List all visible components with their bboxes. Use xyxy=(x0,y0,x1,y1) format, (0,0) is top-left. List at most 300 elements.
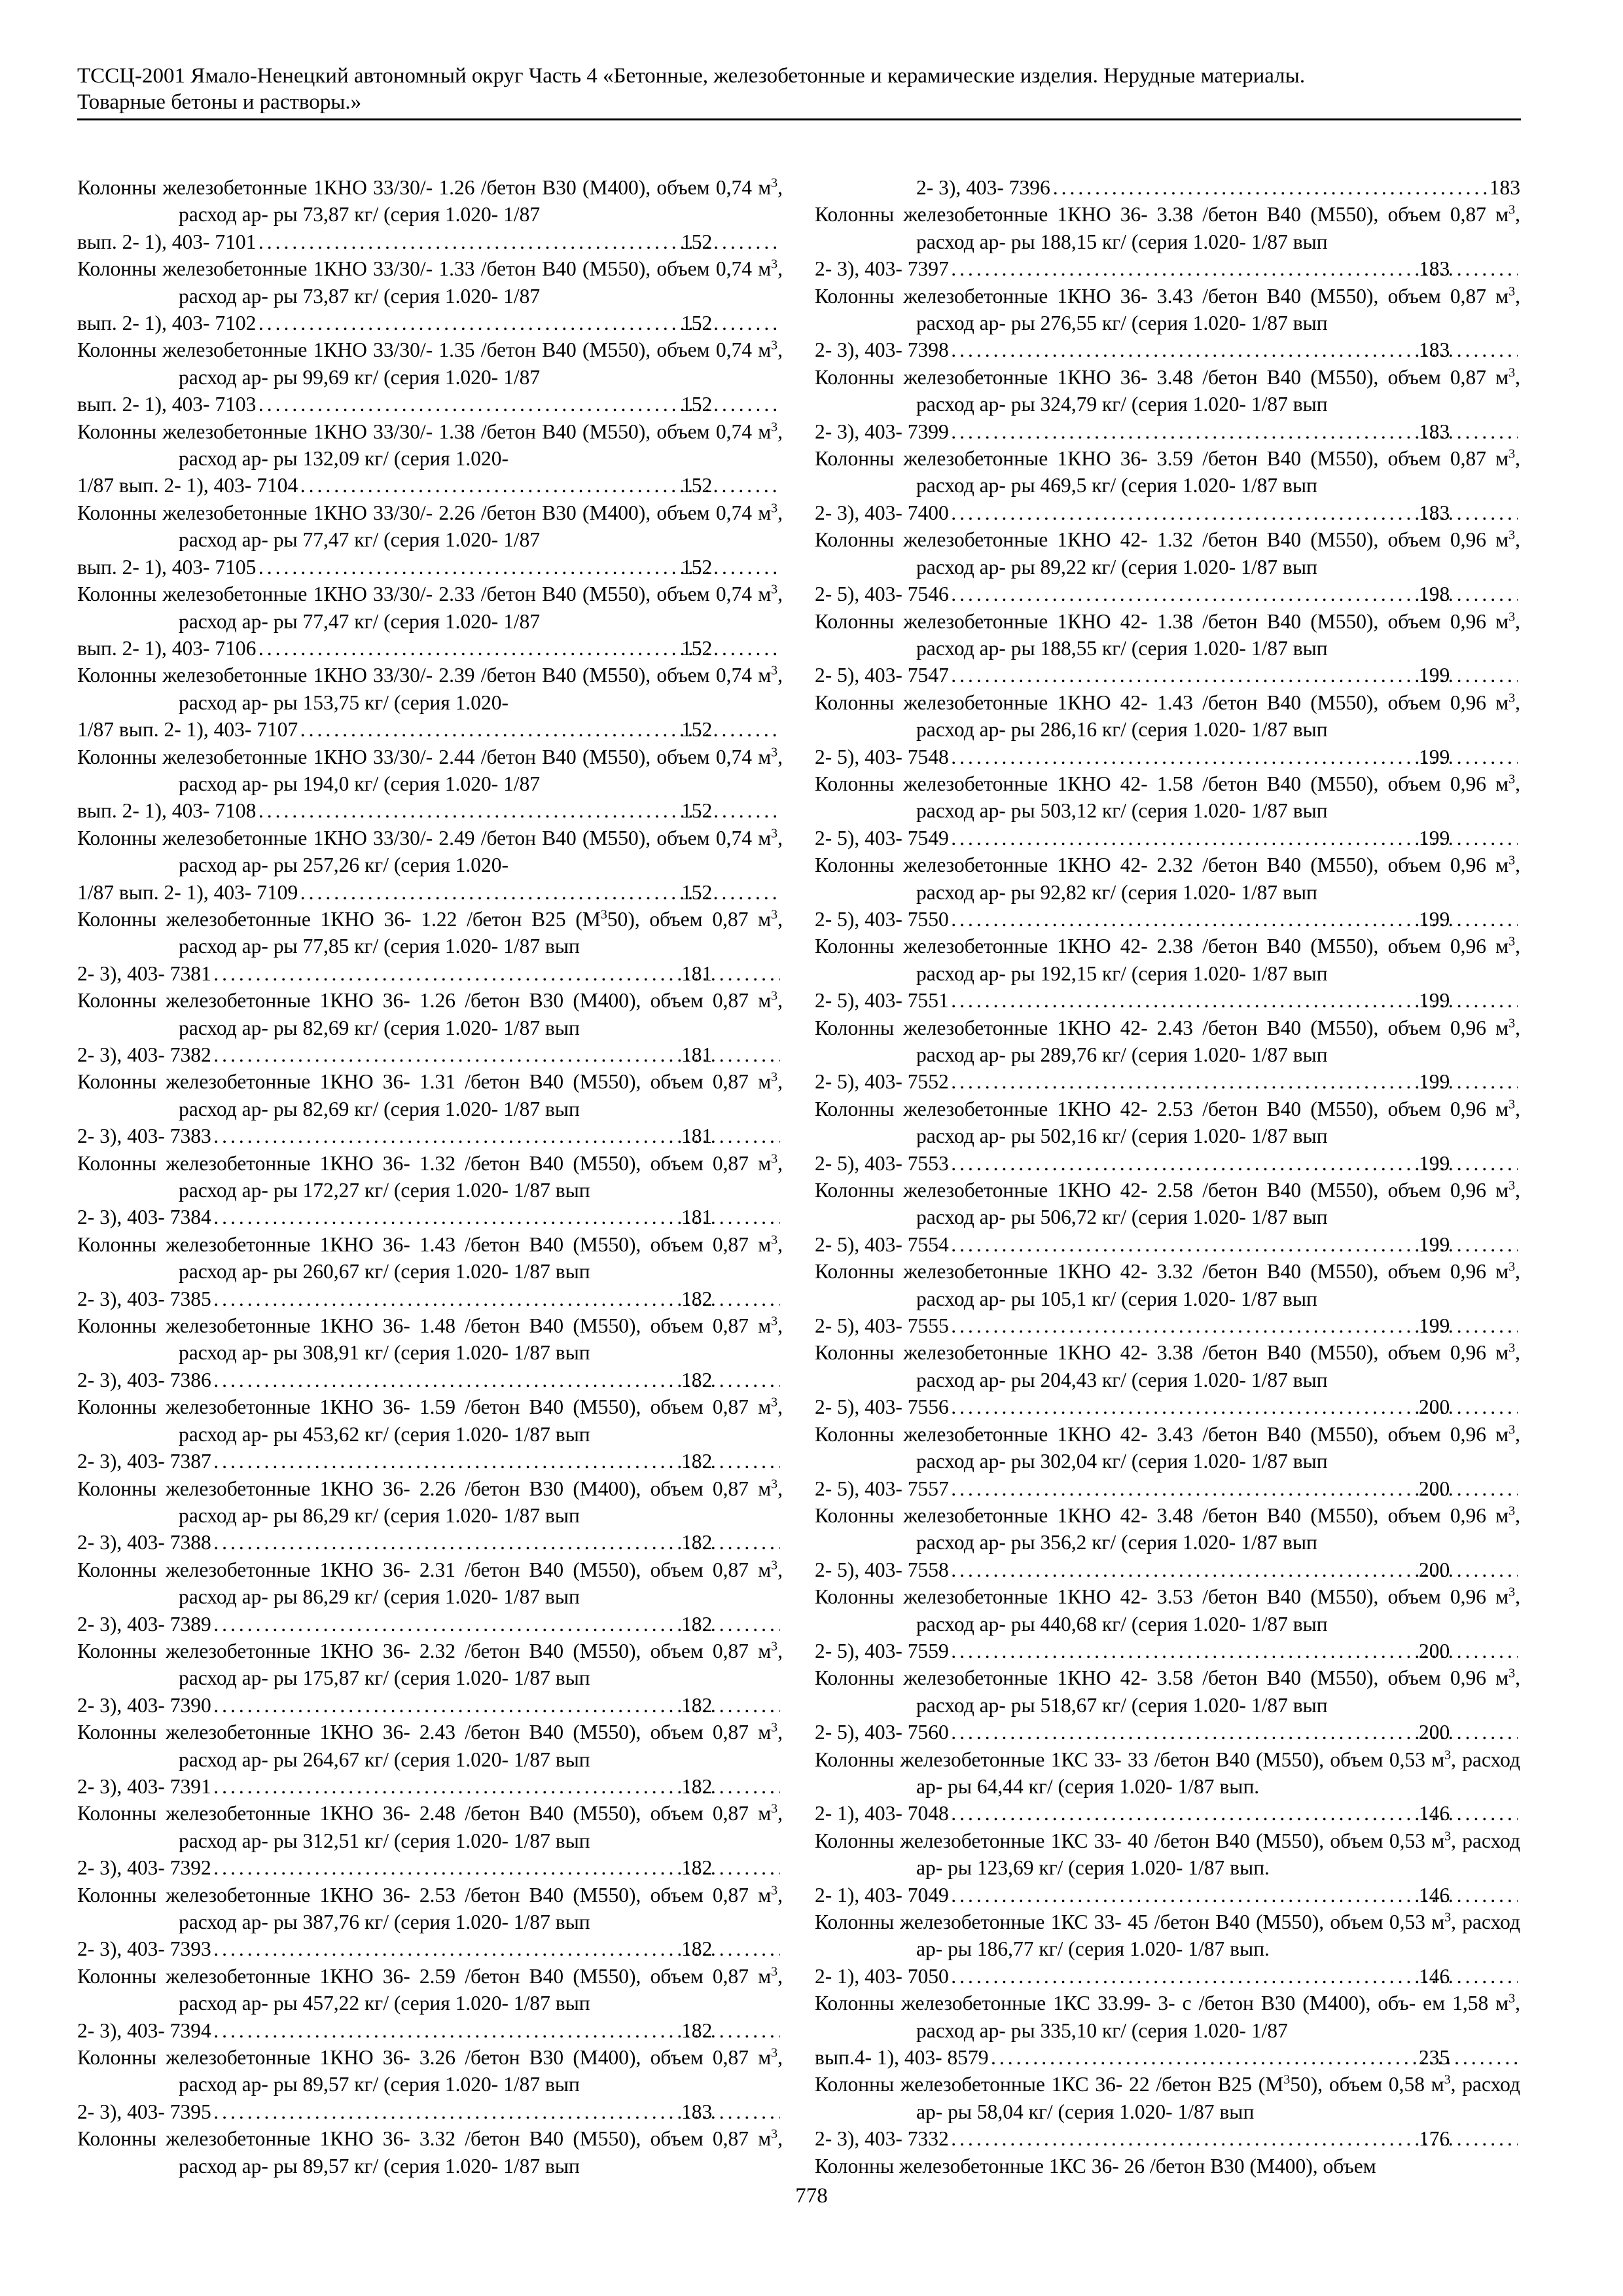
cubic-unit-superscript: 3 xyxy=(1508,528,1516,543)
entry-description: Колонны железобетонные 1КС 33.99- 3- с /бетон В30 (М400), объ- ем 1,58 м xyxy=(815,1992,1509,2015)
entry-body xyxy=(77,1800,783,1854)
entry-ref: 2- 5), 403- 7551 xyxy=(815,989,949,1013)
entry-ref: 2- 3), 403- 7389 xyxy=(77,1612,211,1636)
entry-reference-line: 2- 3), 403- 7393 ..... 182 xyxy=(179,1935,783,1962)
entry-description: Колонны железобетонные 1КНО 36- 2.32 /бетон В40 (М550), объем 0,87 м xyxy=(77,1639,772,1662)
entry-reinforcement: , расход ар- ры 257,26 кг/ (серия 1.020- xyxy=(179,826,783,877)
entry-reference-line: 1/87 вып. 2- 1), 403- 7107 ..... 152 xyxy=(179,716,783,743)
entry-reinforcement: , расход ар- ры 302,04 кг/ (серия 1.020- 1/87 вып xyxy=(916,1422,1520,1473)
entry-description: Колонны железобетонные 1КС 33- 40 /бетон В40 (М550), объем 0,53 м xyxy=(815,1829,1445,1852)
entry-reference-line: 2- 5), 403- 7560 ..... 200 xyxy=(916,1719,1520,1746)
cubic-unit-superscript: 3 xyxy=(771,988,778,1003)
cubic-unit-superscript: 3 xyxy=(771,1069,778,1085)
cubic-unit-superscript: 3 xyxy=(771,582,778,597)
entry-reference-line: 2- 3), 403- 7397 ..... 183 xyxy=(916,255,1520,282)
catalog-entry xyxy=(77,987,783,1068)
cubic-unit-superscript: 3 xyxy=(1508,1178,1516,1193)
entry-body xyxy=(77,2044,783,2098)
entry-reinforcement: , расход ар- ры 73,87 кг/ (серия 1.020- 1/87 xyxy=(179,257,783,308)
catalog-entry xyxy=(815,1502,1520,1583)
catalog-entry xyxy=(77,825,783,906)
cubic-unit-superscript: 3 xyxy=(771,501,778,516)
entry-description: Колонны железобетонные 1КНО 33/30/- 1.38 /бетон В40 (М550), объем 0,74 м xyxy=(77,420,772,443)
entry-reinforcement: , расход ар- ры 86,29 кг/ (серия 1.020- 1/87 вып xyxy=(179,1477,783,1527)
cubic-unit-superscript: 3 xyxy=(1444,2072,1451,2087)
entry-body xyxy=(77,2125,783,2179)
entry-superscript: 3 xyxy=(600,907,607,922)
entry-ref: 2- 5), 403- 7553 xyxy=(815,1151,949,1175)
cubic-unit-superscript: 3 xyxy=(1444,1748,1452,1763)
entry-body xyxy=(77,1475,783,1530)
entry-ref: 2- 3), 403- 7400 xyxy=(815,501,949,524)
entry-ref: вып.4- 1), 403- 8579 xyxy=(815,2046,989,2070)
entry-ref: вып. 2- 1), 403- 7108 xyxy=(77,799,257,823)
catalog-entry xyxy=(815,1746,1520,1827)
entry-reference-line: 1/87 вып. 2- 1), 403- 7109 ..... 152 xyxy=(179,879,783,906)
catalog-entry xyxy=(77,1150,783,1231)
entry-description: Колонны железобетонные 1КНО 36- 2.26 /бетон В30 (М400), объем 0,87 м xyxy=(77,1477,772,1500)
entry-reinforcement: , расход ар- ры 132,09 кг/ (серия 1.020- xyxy=(179,420,783,471)
entry-reinforcement: , расход ар- ры 99,69 кг/ (серия 1.020- 1/87 xyxy=(179,338,783,389)
catalog-entry xyxy=(815,1339,1520,1420)
cubic-unit-superscript: 3 xyxy=(1508,1259,1516,1274)
catalog-entry xyxy=(77,1231,783,1312)
entry-ref: 2- 5), 403- 7556 xyxy=(815,1395,949,1419)
entry-reinforcement: , расход ар- ры 276,55 кг/ (серия 1.020- 1/87 вып xyxy=(916,284,1520,335)
leader-dots xyxy=(1053,174,1487,201)
entry-reinforcement: , расход ар- ры 502,16 кг/ (серия 1.020- 1/87 вып xyxy=(916,1097,1520,1148)
entry-ref: 2- 3), 403- 7398 xyxy=(815,338,949,362)
entry-reinforcement: , расход ар- ры 289,76 кг/ (серия 1.020- 1/87 вып xyxy=(916,1016,1520,1066)
entry-reference-line: вып.4- 1), 403- 8579 ..... 235 xyxy=(916,2044,1520,2071)
entry-reinforcement: , расход ар- ры 188,15 кг/ (серия 1.020- 1/87 вып xyxy=(916,203,1520,253)
catalog-entry xyxy=(815,201,1520,282)
entry-reinforcement: , расход ар- ры 186,77 кг/ (серия 1.020- 1/87 вып. xyxy=(916,1910,1521,1961)
entry-body xyxy=(815,2153,1520,2179)
entry-ref: 2- 3), 403- 7381 xyxy=(77,961,211,985)
entry-reference-line: 2- 3), 403- 7391 ..... 182 xyxy=(179,1773,783,1800)
entry-body xyxy=(815,1421,1520,1475)
entry-body xyxy=(815,526,1520,581)
entry-description: Колонны железобетонные 1КНО 42- 2.38 /бетон В40 (М550), объем 0,96 м xyxy=(815,935,1509,958)
catalog-entry xyxy=(77,1068,783,1149)
entry-ref: 2- 3), 403- 7399 xyxy=(815,420,949,443)
entry-ref: 1/87 вып. 2- 1), 403- 7107 xyxy=(77,718,298,742)
entry-ref: 2- 3), 403- 7382 xyxy=(77,1043,211,1066)
cubic-unit-superscript: 3 xyxy=(771,1720,778,1735)
catalog-entry xyxy=(77,1719,783,1800)
entry-description: Колонны железобетонные 1КС 36- 26 /бетон В30 (М400), объем xyxy=(815,2154,1376,2178)
cubic-unit-superscript: 3 xyxy=(1508,365,1516,380)
entry-description: Колонны железобетонные 1КНО 33/30/- 2.33 /бетон В40 (М550), объем 0,74 м xyxy=(77,583,772,606)
entry-body xyxy=(815,1827,1521,1882)
cubic-unit-superscript: 3 xyxy=(1508,1666,1516,1681)
entry-reference-line: 2- 1), 403- 7050 ..... 146 xyxy=(916,1963,1520,1990)
entry-body xyxy=(77,418,783,473)
cubic-unit-superscript: 3 xyxy=(771,663,778,678)
entry-ref: 2- 3), 403- 7388 xyxy=(77,1531,211,1554)
entry-description: Колонны железобетонные 1КНО 36- 1.22 /бетон В25 (М xyxy=(77,907,601,931)
entry-reinforcement: , расход ар- ры 153,75 кг/ (серия 1.020- xyxy=(179,664,783,714)
entry-body xyxy=(77,499,783,554)
entry-reinforcement: , расход ар- ры 356,2 кг/ (серия 1.020- 1/87 вып xyxy=(916,1503,1520,1554)
entry-reference-line: 2- 3), 403- 7399 ..... 183 xyxy=(916,418,1520,445)
entry-ref: 2- 5), 403- 7559 xyxy=(815,1639,949,1662)
entry-reference-line: 2- 3), 403- 7395 ..... 183 xyxy=(179,2098,783,2125)
catalog-entry xyxy=(77,1475,783,1556)
entry-reinforcement: , расход ар- ры 77,85 кг/ (серия 1.020- 1/87 вып xyxy=(179,907,783,958)
cubic-unit-superscript: 3 xyxy=(771,1639,778,1654)
catalog-entry xyxy=(815,283,1520,364)
entry-reinforcement: , расход ар- ры 89,22 кг/ (серия 1.020- 1/87 вып xyxy=(916,528,1520,579)
catalog-entry xyxy=(77,1882,783,1963)
entry-reference-line: 2- 3), 403- 7389 ..... 182 xyxy=(179,1611,783,1638)
catalog-entry xyxy=(815,2153,1520,2179)
entry-body xyxy=(77,1882,783,1936)
cubic-unit-superscript: 3 xyxy=(1508,284,1516,299)
entry-reference-line: 2- 3), 403- 7385 ..... 182 xyxy=(179,1285,783,1312)
entry-ref: 2- 5), 403- 7547 xyxy=(815,664,949,687)
entry-reference-line: вып. 2- 1), 403- 7105 ..... 152 xyxy=(179,554,783,581)
entry-reference-line: 2- 5), 403- 7549 ..... 199 xyxy=(916,825,1520,852)
entry-reference-line: 2- 5), 403- 7547 ..... 199 xyxy=(916,662,1520,689)
entry-ref: 2- 3), 403- 7392 xyxy=(77,1856,211,1880)
entry-ref: 2- 3), 403- 7383 xyxy=(77,1124,211,1148)
entry-body xyxy=(815,1502,1520,1556)
entry-reference-line: 2- 3), 403- 7400 ..... 183 xyxy=(916,499,1520,526)
cubic-unit-superscript: 3 xyxy=(771,1558,778,1573)
entry-description: Колонны железобетонные 1КНО 33/30/- 1.33 /бетон В40 (М550), объем 0,74 м xyxy=(77,257,772,281)
entry-description: Колонны железобетонные 1КНО 42- 3.32 /бетон В40 (М550), объем 0,96 м xyxy=(815,1260,1509,1283)
entry-ref: 2- 5), 403- 7548 xyxy=(815,745,949,768)
entry-description: Колонны железобетонные 1КНО 36- 3.26 /бетон В30 (М400), объем 0,87 м xyxy=(77,2046,772,2070)
cubic-unit-superscript: 3 xyxy=(771,2126,778,2142)
entry-reinforcement: , расход ар- ры 89,57 кг/ (серия 1.020- 1/87 вып xyxy=(179,2127,783,2178)
entry-description: Колонны железобетонные 1КНО 36- 2.43 /бетон В40 (М550), объем 0,87 м xyxy=(77,1721,772,1744)
cubic-unit-superscript: 3 xyxy=(771,907,778,922)
entry-reference-line: 2- 3), 403- 7388 ..... 182 xyxy=(179,1529,783,1556)
entry-ref: 2- 1), 403- 7049 xyxy=(815,1883,949,1907)
entry-reference-line: 2- 3), 403- 7332 ..... 176 xyxy=(916,2125,1520,2152)
entry-body xyxy=(77,1068,783,1122)
catalog-entry xyxy=(77,2125,783,2179)
entry-reference-line: вып. 2- 1), 403- 7102 ..... 152 xyxy=(179,310,783,336)
cubic-unit-superscript: 3 xyxy=(1444,1910,1452,1925)
catalog-entry xyxy=(815,445,1520,526)
entry-reference-line: вып. 2- 1), 403- 7108 ..... 152 xyxy=(179,797,783,824)
entry-ref: 2- 5), 403- 7560 xyxy=(815,1721,949,1744)
entry-description: Колонны железобетонные 1КНО 42- 1.32 /бетон В40 (М550), объем 0,96 м xyxy=(815,528,1509,552)
entry-body xyxy=(77,906,783,960)
entry-body xyxy=(77,581,783,635)
entry-ref: 1/87 вып. 2- 1), 403- 7104 xyxy=(77,474,298,497)
entry-description: Колонны железобетонные 1КНО 42- 1.43 /бетон В40 (М550), объем 0,96 м xyxy=(815,691,1509,714)
entry-body xyxy=(77,255,783,310)
entry-reference-line: 2- 3), 403- 7381 ..... 181 xyxy=(179,960,783,987)
entry-description: Колонны железобетонные 1КНО 33/30/- 2.49 /бетон В40 (М550), объем 0,74 м xyxy=(77,826,772,850)
right-column xyxy=(815,174,1520,2179)
entry-body xyxy=(815,933,1520,987)
entry-body xyxy=(77,987,783,1041)
entry-description: Колонны железобетонные 1КНО 36- 3.38 /бетон В40 (М550), объем 0,87 м xyxy=(815,203,1509,226)
entry-body xyxy=(815,201,1520,255)
entry-reference-line: 2- 5), 403- 7556 ..... 200 xyxy=(916,1393,1520,1420)
entry-description: Колонны железобетонные 1КНО 36- 1.48 /бетон В40 (М550), объем 0,87 м xyxy=(77,1314,772,1338)
entry-body xyxy=(815,1583,1520,1638)
entry-body xyxy=(77,174,783,228)
entry-reference-line: 2- 3), 403- 7384 ..... 181 xyxy=(179,1204,783,1230)
cubic-unit-superscript: 3 xyxy=(771,826,778,841)
entry-reinforcement: , расход ар- ры 123,69 кг/ (серия 1.020- 1/87 вып. xyxy=(916,1829,1521,1880)
cubic-unit-superscript: 3 xyxy=(771,745,778,760)
catalog-entry xyxy=(815,1990,1520,2071)
entry-reference-line: 2- 3), 403- 7390 ..... 182 xyxy=(179,1692,783,1719)
entry-ref: 2- 5), 403- 7558 xyxy=(815,1558,949,1581)
entry-body xyxy=(77,744,783,798)
entry-ref: 2- 3), 403- 7391 xyxy=(77,1774,211,1798)
entry-ref: 2- 3), 403- 7394 xyxy=(77,2018,211,2042)
entry-ref: 2- 3), 403- 7384 xyxy=(77,1206,211,1229)
header-title-line-1: ТССЦ-2001 Ямало-Ненецкий автономный округ Часть 4 «Бетонные, железобетонные и керамические изделия. Нерудные материалы. xyxy=(77,64,1306,88)
cubic-unit-superscript: 3 xyxy=(1508,1340,1516,1355)
entry-body xyxy=(815,1990,1520,2044)
entry-reinforcement: , расход ар- ры 64,44 кг/ (серия 1.020- 1/87 вып. xyxy=(916,1748,1521,1798)
entry-description: Колонны железобетонные 1КНО 42- 3.58 /бетон В40 (М550), объем 0,96 м xyxy=(815,1666,1509,1690)
cubic-unit-superscript: 3 xyxy=(1508,1097,1516,1112)
entry-description: Колонны железобетонные 1КНО 36- 3.48 /бетон В40 (М550), объем 0,87 м xyxy=(815,365,1509,389)
cubic-unit-superscript: 3 xyxy=(771,338,778,353)
cubic-unit-superscript: 3 xyxy=(1508,1503,1516,1518)
entry-reference-line: 2- 3), 403- 7387 ..... 182 xyxy=(179,1448,783,1475)
entry-body xyxy=(815,608,1520,662)
entry-reinforcement: , расход ар- ры 82,69 кг/ (серия 1.020- 1/87 вып xyxy=(179,1070,783,1121)
entry-body xyxy=(815,1746,1521,1801)
entry-ref: 2- 5), 403- 7555 xyxy=(815,1314,949,1338)
catalog-entry xyxy=(77,336,783,418)
page-header xyxy=(77,63,1521,120)
entry-ref: 2- 5), 403- 7546 xyxy=(815,583,949,606)
entry-reference-line: 2- 5), 403- 7548 ..... 199 xyxy=(916,744,1520,770)
entry-description: Колонны железобетонные 1КНО 36- 2.53 /бетон В40 (М550), объем 0,87 м xyxy=(77,1883,772,1907)
catalog-entry xyxy=(815,364,1520,445)
entry-reference-line: 2- 5), 403- 7553 ..... 199 xyxy=(916,1150,1520,1177)
entry-reference-line: 1/87 вып. 2- 1), 403- 7104 ..... 152 xyxy=(179,472,783,499)
entry-body xyxy=(77,1231,783,1285)
entry-body xyxy=(77,1638,783,1692)
catalog-entry xyxy=(77,174,783,255)
entry-ref: 2- 3), 403- 7386 xyxy=(77,1368,211,1391)
entry-description: Колонны железобетонные 1КНО 42- 3.53 /бетон В40 (М550), объем 0,96 м xyxy=(815,1585,1509,1609)
cubic-unit-superscript: 3 xyxy=(771,1314,778,1329)
entry-description: Колонны железобетонные 1КНО 42- 3.43 /бетон В40 (М550), объем 0,96 м xyxy=(815,1422,1509,1446)
cubic-unit-superscript: 3 xyxy=(1508,853,1516,868)
entry-body xyxy=(815,1177,1520,1231)
entry-ref: 2- 3), 403- 7393 xyxy=(77,1937,211,1961)
cubic-unit-superscript: 3 xyxy=(1508,1016,1516,1031)
entry-description: Колонны железобетонные 1КНО 42- 2.53 /бетон В40 (М550), объем 0,96 м xyxy=(815,1097,1509,1121)
cubic-unit-superscript: 3 xyxy=(1508,202,1516,217)
cubic-unit-superscript: 3 xyxy=(1508,934,1516,949)
entry-reinforcement: , расход ар- ры 387,76 кг/ (серия 1.020- 1/87 вып xyxy=(179,1883,783,1933)
entry-reinforcement: , расход ар- ры 204,43 кг/ (серия 1.020- 1/87 вып xyxy=(916,1341,1520,1391)
entry-ref: вып. 2- 1), 403- 7103 xyxy=(77,393,257,416)
entry-reinforcement: , расход ар- ры 503,12 кг/ (серия 1.020- 1/87 вып xyxy=(916,772,1520,823)
entry-reference-line: 2- 5), 403- 7554 ..... 199 xyxy=(916,1231,1520,1258)
catalog-entry xyxy=(815,770,1520,852)
cubic-unit-superscript: 3 xyxy=(1508,691,1516,706)
entry-reference-line: 2- 5), 403- 7552 ..... 199 xyxy=(916,1068,1520,1095)
entry-ref: 2- 5), 403- 7554 xyxy=(815,1232,949,1256)
entry-ref: 2- 3), 403- 7387 xyxy=(77,1450,211,1473)
header-title-line-2: Товарные бетоны и растворы.» xyxy=(77,90,362,114)
catalog-entry xyxy=(77,1638,783,1719)
entry-reference-line: вып. 2- 1), 403- 7101 ..... 152 xyxy=(179,228,783,255)
entry-reinforcement: , расход ар- ры 469,5 кг/ (серия 1.020- 1/87 вып xyxy=(916,447,1520,497)
entry-description: Колонны железобетонные 1КНО 36- 1.32 /бетон В40 (М550), объем 0,87 м xyxy=(77,1151,772,1175)
catalog-entry xyxy=(815,933,1520,1014)
entry-reference-line: 2- 3), 403- 7383 ..... 181 xyxy=(179,1122,783,1149)
entry-reference-line: вып. 2- 1), 403- 7106 ..... 152 xyxy=(179,635,783,662)
page-number: 778 xyxy=(795,2184,828,2208)
entry-ref: 2- 3), 403- 7395 xyxy=(77,2100,211,2123)
entry-reinforcement: , расход ар- ры 77,47 кг/ (серия 1.020- 1/87 xyxy=(179,583,783,633)
entry-reinforcement: , расход ар- ры 518,67 кг/ (серия 1.020- 1/87 вып xyxy=(916,1666,1520,1717)
entry-body xyxy=(77,1150,783,1204)
entry-reference-line: 2- 1), 403- 7048 ..... 146 xyxy=(916,1800,1520,1827)
entry-body xyxy=(77,662,783,716)
catalog-entry xyxy=(815,1909,1520,1990)
entry-description-cont: 50), объем 0,58 м xyxy=(1290,2073,1444,2096)
cubic-unit-superscript: 3 xyxy=(1508,609,1516,624)
catalog-entry xyxy=(77,255,783,336)
entry-reinforcement: , расход ар- ры 260,67 кг/ (серия 1.020- 1/87 вып xyxy=(179,1232,783,1283)
entry-body xyxy=(77,1312,783,1367)
catalog-entry xyxy=(77,1393,783,1475)
cubic-unit-superscript: 3 xyxy=(1508,1991,1516,2006)
entry-reference-line: 2- 5), 403- 7557 ..... 200 xyxy=(916,1475,1520,1502)
entry-body xyxy=(77,1719,783,1773)
entry-ref: 2- 5), 403- 7552 xyxy=(815,1070,949,1094)
entry-ref: 2- 1), 403- 7050 xyxy=(815,1964,949,1988)
continued-entry xyxy=(815,174,1520,201)
entry-reference-line: 2- 5), 403- 7558 ..... 200 xyxy=(916,1556,1520,1583)
entry-body xyxy=(815,1664,1520,1719)
cubic-unit-superscript: 3 xyxy=(1508,1585,1516,1600)
entry-description: Колонны железобетонные 1КНО 33/30/- 1.35 /бетон В40 (М550), объем 0,74 м xyxy=(77,338,772,362)
entry-description: Колонны железобетонные 1КНО 36- 3.43 /бетон В40 (М550), объем 0,87 м xyxy=(815,284,1509,308)
entry-body xyxy=(815,445,1520,499)
catalog-entry xyxy=(815,689,1520,770)
entry-reference-line: 2- 5), 403- 7546 ..... 198 xyxy=(916,581,1520,607)
cubic-unit-superscript: 3 xyxy=(771,2045,778,2060)
cubic-unit-superscript: 3 xyxy=(1508,1422,1516,1437)
cubic-unit-superscript: 3 xyxy=(771,420,778,435)
entry-description: Колонны железобетонные 1КНО 42- 3.48 /бетон В40 (М550), объем 0,96 м xyxy=(815,1503,1509,1527)
cubic-unit-superscript: 3 xyxy=(771,1801,778,1816)
entry-reinforcement: , расход ар- ры 286,16 кг/ (серия 1.020- 1/87 вып xyxy=(916,691,1520,742)
entry-reinforcement: , расход ар- ры 440,68 кг/ (серия 1.020- 1/87 вып xyxy=(916,1585,1520,1636)
entry-body xyxy=(77,825,783,879)
entry-reference-line: вып. 2- 1), 403- 7103 ..... 152 xyxy=(179,391,783,418)
entry-description: Колонны железобетонные 1КНО 42- 3.38 /бетон В40 (М550), объем 0,96 м xyxy=(815,1341,1509,1365)
entry-reference-line: 2- 5), 403- 7555 ..... 199 xyxy=(916,1312,1520,1339)
catalog-entry xyxy=(815,1421,1520,1502)
entry-description: Колонны железобетонные 1КНО 36- 2.31 /бетон В40 (М550), объем 0,87 м xyxy=(77,1558,772,1581)
entry-ref: вып. 2- 1), 403- 7101 xyxy=(77,230,257,253)
entry-reference-line: 2- 5), 403- 7550 ..... 199 xyxy=(916,906,1520,933)
catalog-entry xyxy=(77,2044,783,2125)
catalog-entry xyxy=(815,1096,1520,1177)
entry-description: Колонны железобетонные 1КНО 36- 1.31 /бетон В40 (М550), объем 0,87 м xyxy=(77,1070,772,1094)
entry-reinforcement: , расход ар- ры 175,87 кг/ (серия 1.020- 1/87 вып xyxy=(179,1639,783,1690)
catalog-entry xyxy=(815,1258,1520,1339)
entry-description: Колонны железобетонные 1КНО 36- 2.48 /бетон В40 (М550), объем 0,87 м xyxy=(77,1802,772,1825)
catalog-entry xyxy=(77,581,783,662)
cubic-unit-superscript: 3 xyxy=(771,1232,778,1247)
entry-description: Колонны железобетонные 1КНО 36- 2.59 /бетон В40 (М550), объем 0,87 м xyxy=(77,1964,772,1988)
entry-description: Колонны железобетонные 1КНО 42- 2.32 /бетон В40 (М550), объем 0,96 м xyxy=(815,853,1509,877)
entry-reinforcement: , расход ар- ры 105,1 кг/ (серия 1.020- 1/87 вып xyxy=(916,1260,1520,1310)
entry-reference-line: 2- 3), 403- 7392 ..... 182 xyxy=(179,1854,783,1881)
cubic-unit-superscript: 3 xyxy=(771,175,778,190)
catalog-entry xyxy=(77,1556,783,1638)
entry-body xyxy=(77,1393,783,1448)
entry-description-cont: 50), объем 0,87 м xyxy=(607,907,772,931)
entry-reference-line: 2- 5), 403- 7559 ..... 200 xyxy=(916,1638,1520,1664)
entry-reinforcement: , расход ар- ры 264,67 кг/ (серия 1.020- 1/87 вып xyxy=(179,1721,783,1771)
catalog-entry xyxy=(815,852,1520,933)
entry-reinforcement: , расход ар- ры 172,27 кг/ (серия 1.020- 1/87 вып xyxy=(179,1151,783,1202)
catalog-entry xyxy=(77,1800,783,1881)
entry-reinforcement: , расход ар- ры 73,87 кг/ (серия 1.020- 1/87 xyxy=(179,176,783,226)
catalog-entry xyxy=(77,418,783,499)
entry-body xyxy=(815,1909,1521,1963)
cubic-unit-superscript: 3 xyxy=(771,1151,778,1166)
cubic-unit-superscript: 3 xyxy=(771,1883,778,1898)
entry-reinforcement: , расход ар- ры 324,79 кг/ (серия 1.020- 1/87 вып xyxy=(916,365,1520,416)
entry-page: 183 xyxy=(1489,176,1520,199)
cubic-unit-superscript: 3 xyxy=(1508,446,1516,461)
entry-body xyxy=(77,1556,783,1611)
catalog-entry xyxy=(77,906,783,987)
entry-description: Колонны железобетонные 1КНО 42- 2.43 /бетон В40 (М550), объем 0,96 м xyxy=(815,1016,1509,1039)
entry-ref: 2- 3), 403- 7396 xyxy=(916,176,1050,199)
entry-body xyxy=(815,1096,1520,1150)
catalog-entry xyxy=(815,1664,1520,1746)
entry-description: Колонны железобетонные 1КНО 33/30/- 2.44 /бетон В40 (М550), объем 0,74 м xyxy=(77,745,772,768)
entry-reinforcement: , расход ар- ры 308,91 кг/ (серия 1.020- 1/87 вып xyxy=(179,1314,783,1365)
entry-description: Колонны железобетонные 1КНО 33/30/- 2.26 /бетон В30 (М400), объем 0,74 м xyxy=(77,501,772,524)
entry-description: Колонны железобетонные 1КНО 36- 1.43 /бетон В40 (М550), объем 0,87 м xyxy=(77,1232,772,1256)
catalog-entry xyxy=(815,608,1520,689)
entry-description: Колонны железобетонные 1КНО 42- 2.58 /бетон В40 (М550), объем 0,96 м xyxy=(815,1179,1509,1202)
catalog-entry xyxy=(815,526,1520,607)
catalog-entry xyxy=(815,2071,1520,2152)
entry-reinforcement: , расход ар- ры 312,51 кг/ (серия 1.020- 1/87 вып xyxy=(179,1802,783,1852)
entry-ref: 2- 3), 403- 7397 xyxy=(815,257,949,281)
catalog-entry xyxy=(815,1827,1520,1909)
entry-reinforcement: , расход ар- ры 335,10 кг/ (серия 1.020- 1/87 xyxy=(916,1992,1520,2042)
entry-reference-line: 2- 1), 403- 7049 ..... 146 xyxy=(916,1882,1520,1909)
entry-description: Колонны железобетонные 1КНО 36- 1.26 /бетон В30 (М400), объем 0,87 м xyxy=(77,989,772,1013)
cubic-unit-superscript: 3 xyxy=(771,1964,778,1979)
entry-body xyxy=(815,283,1520,337)
entry-description: Колонны железобетонные 1КНО 36- 3.32 /бетон В40 (М550), объем 0,87 м xyxy=(77,2127,772,2151)
left-column xyxy=(77,174,783,2179)
catalog-entry xyxy=(815,1583,1520,1664)
entry-reference-line: 2- 3), 403- 7398 ..... 183 xyxy=(916,336,1520,363)
entry-body xyxy=(815,770,1520,825)
